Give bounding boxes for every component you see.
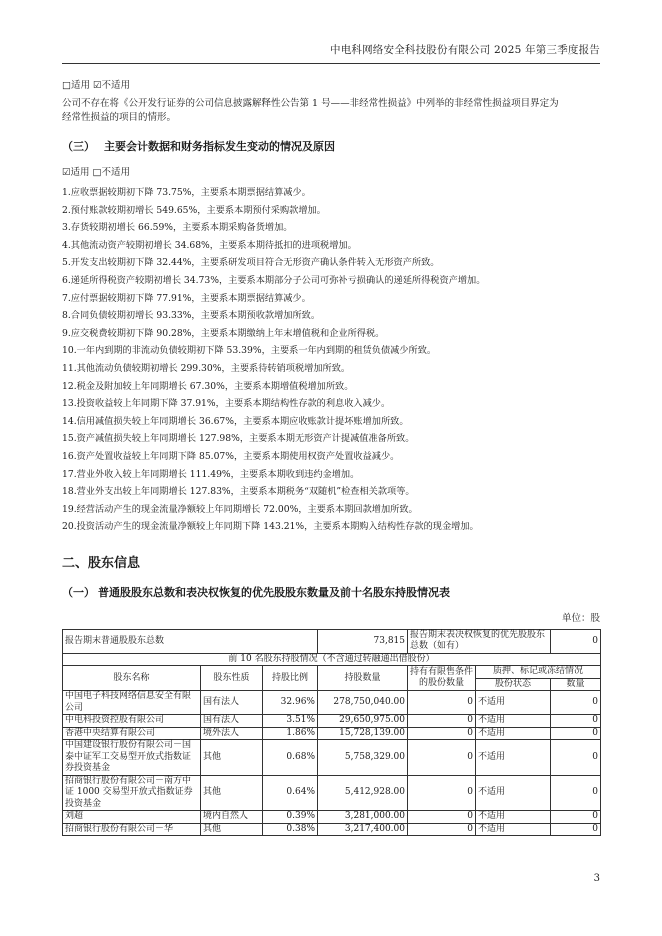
cell-nature: 境内自然人 [201,811,263,824]
table-row [63,691,601,715]
header-row [63,666,601,679]
cell-qty: 5,412,928.00 [318,775,408,811]
cell-nature: 国有法人 [201,691,263,715]
cell-name: 招商银行股份有限公司－南方中证 1000 交易型开放式指数证券投资基金 [63,775,201,811]
cell-nature: 其他 [201,823,263,836]
nonrecurring-line-1: 公司不存在将《公开发行证券的公司信息披露解释性公告第 1 号——非经常性损益》中列举的非经常性损益项目界定为 [62,98,559,109]
table-row [63,811,601,824]
cell-status: 不适用 [476,715,551,728]
cell-status: 不适用 [476,727,551,740]
subsection-number: （一） [62,585,95,599]
cell-restricted: 0 [408,715,476,728]
cell-count: 0 [551,715,601,728]
nonrecurring-applicability: □适用 ☑不适用 [62,80,131,91]
cell-qty: 3,281,000.00 [318,811,408,824]
cell-restricted: 0 [408,775,476,811]
cell-restricted: 0 [408,727,476,740]
col-header-nature: 股东性质 [201,666,263,691]
list-item: 2.预付账款较期初增长 549.65%，主要系本期预付采购款增加。 [62,204,326,216]
list-item: 11.其他流动负债较期初增长 299.30%，主要系待转销项税增加所致。 [62,362,351,374]
cell-qty: 278,750,040.00 [318,691,408,715]
cell-ratio: 0.39% [263,811,318,824]
col-header-restricted: 持有有限售条件的股份数量 [408,666,476,691]
cell-name: 香港中央结算有限公司 [63,727,201,740]
list-item: 10.一年内到期的非流动负债较期初下降 53.39%，主要系一年内到期的租赁负债减少所致。 [62,345,437,357]
section-heading-3 [62,139,600,155]
list-item: 17.营业外收入较上年同期增长 111.49%，主要系本期收到违约金增加。 [62,468,360,480]
pref-holders-label: 报告期末表决权恢复的优先股股东总数（如有） [408,629,551,653]
section-number: （三） [62,140,95,153]
cell-name: 中国电子科技网络信息安全有限公司 [63,691,201,715]
list-item: 19.经营活动产生的现金流量净额较上年同期增长 72.00%，主要系本期回款增加所致。 [62,503,418,515]
col-header-count: 数量 [551,678,601,691]
shareholder-table [62,629,601,837]
table-row [63,823,601,836]
list-item: 3.存货较期初增长 66.59%，主要系本期采购备货增加。 [62,222,293,234]
cell-status: 不适用 [476,691,551,715]
list-item: 4.其他流动资产较期初增长 34.68%，主要系本期待抵扣的进项税增加。 [62,239,357,251]
list-item: 20.投资活动产生的现金流量净额较上年同期下降 143.21%，主要系本期购入结构性存款的现金增加。 [62,521,479,533]
list-item: 1.应收票据较期初下降 73.75%，主要系本期票据结算减少。 [62,187,311,198]
cell-ratio: 0.68% [263,740,318,776]
header-divider [62,63,600,64]
list-item: 12.税金及附加较上年同期增长 67.30%，主要系本期增值税增加所致。 [62,380,354,392]
cell-restricted: 0 [408,811,476,824]
list-item: 9.应交税费较期初下降 90.28%，主要系本期缴纳上年末增值税和企业所得税。 [62,327,385,339]
cell-nature: 境外法人 [201,727,263,740]
page-content [62,78,600,836]
report-header: 中电科网络安全科技股份有限公司 2025 年第三季度报告 [330,44,600,56]
cell-ratio: 0.64% [263,775,318,811]
section3-applicability: ☑适用 □不适用 [62,167,131,178]
list-item: 15.资产减值损失较上年同期增长 127.98%，主要系本期无形资产计提减值准备所致。 [62,433,415,445]
cell-ratio: 32.96% [263,691,318,715]
cell-qty: 3,217,400.00 [318,823,408,836]
cell-count: 0 [551,811,601,824]
table-row [63,775,601,811]
col-header-qty: 持股数量 [318,666,408,691]
common-holders-label: 报告期末普通股股东总数 [63,629,318,653]
list-item: 6.递延所得税资产较期初增长 34.73%，主要系本期部分子公司可弥补亏损确认的递延所得税资产增加。 [62,274,486,286]
table-row [63,727,601,740]
list-item: 7.应付票据较期初下降 77.91%，主要系本期票据结算减少。 [62,292,311,304]
col-header-ratio: 持股比例 [263,666,318,691]
cell-count: 0 [551,740,601,776]
common-holders-value: 73,815 [318,629,408,653]
cell-nature: 国有法人 [201,715,263,728]
list-item: 18.营业外支出较上年同期增长 127.83%，主要系本期税务“双随机”检查相关款项等。 [62,486,415,498]
cell-qty: 29,650,975.00 [318,715,408,728]
cell-count: 0 [551,823,601,836]
table-row [63,740,601,776]
list-item: 13.投资收益较上年同期下降 37.91%，主要系本期结构性存款的利息收入减少。 [62,398,391,410]
cell-ratio: 0.38% [263,823,318,836]
cell-status: 不适用 [476,823,551,836]
change-explanations-list [62,184,600,536]
pref-holders-value: 0 [551,629,601,653]
caption-row [63,653,601,666]
cell-name: 中国建设银行股份有限公司－国泰中证军工交易型开放式指数证券投资基金 [63,740,201,776]
list-item: 16.资产处置收益较上年同期下降 85.07%，主要系本期使用权资产处置收益减少。 [62,450,400,462]
list-item: 14.信用减值损失较上年同期增长 36.67%，主要系本期应收账款计提坏账增加所致。 [62,415,409,427]
cell-status: 不适用 [476,740,551,776]
col-header-pledge: 质押、标记或冻结情况 [476,666,601,679]
cell-restricted: 0 [408,823,476,836]
page-number: 3 [593,873,600,884]
col-header-name: 股东名称 [63,666,201,691]
cell-name: 中电科投资控股有限公司 [63,715,201,728]
cell-count: 0 [551,691,601,715]
unit-label: 单位：股 [561,612,600,624]
col-header-status: 股份状态 [476,678,551,691]
summary-row [63,629,601,653]
cell-name: 招商银行股份有限公司－华 [63,823,201,836]
cell-restricted: 0 [408,691,476,715]
section-heading-shareholders: 二、股东信息 [62,555,141,571]
cell-nature: 其他 [201,740,263,776]
section-title: 主要会计数据和财务指标发生变动的情况及原因 [104,140,335,153]
cell-count: 0 [551,727,601,740]
subsection-title: 普通股股东总数和表决权恢复的优先股股东数量及前十名股东持股情况表 [98,585,450,599]
cell-ratio: 1.86% [263,727,318,740]
nonrecurring-statement [62,97,600,125]
cell-status: 不适用 [476,775,551,811]
top10-caption: 前 10 名股东持股情况（不含通过转融通出借股份） [63,653,601,666]
cell-qty: 5,758,329.00 [318,740,408,776]
subsection-heading [62,584,600,602]
cell-ratio: 3.51% [263,715,318,728]
cell-restricted: 0 [408,740,476,776]
cell-count: 0 [551,775,601,811]
nonrecurring-line-2: 经常性损益的项目的情形。 [62,112,177,123]
table-row [63,715,601,728]
list-item: 8.合同负债较期初增长 93.33%，主要系本期预收款增加所致。 [62,310,321,322]
list-item: 5.开发支出较期初下降 32.44%，主要系研发项目符合无形资产确认条件转入无形资产所致。 [62,257,440,269]
cell-status: 不适用 [476,811,551,824]
cell-nature: 其他 [201,775,263,811]
cell-qty: 15,728,139.00 [318,727,408,740]
cell-name: 刘超 [63,811,201,824]
